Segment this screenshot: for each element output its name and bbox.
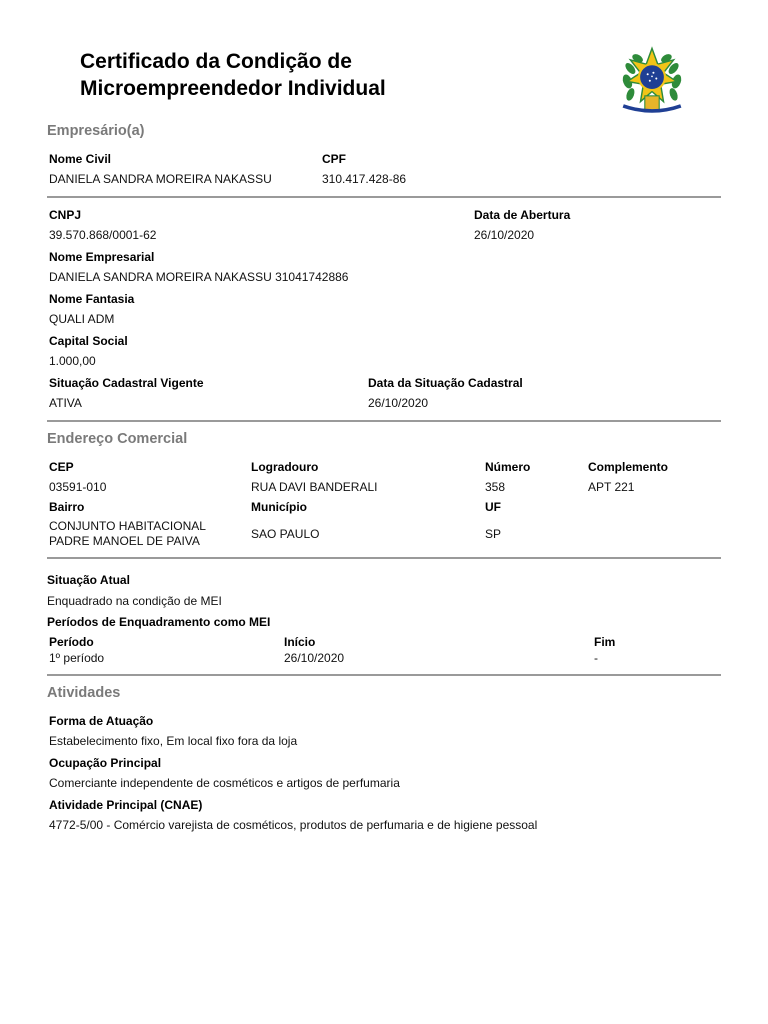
title-line-1: Certificado da Condição de xyxy=(80,50,352,73)
page-title xyxy=(80,48,386,102)
nome-empresarial-value: DANIELA SANDRA MOREIRA NAKASSU 31041742886 xyxy=(49,270,349,284)
forma-atuacao-label: Forma de Atuação xyxy=(49,714,154,728)
divider xyxy=(47,420,721,422)
nome-civil-label: Nome Civil xyxy=(49,152,112,166)
complemento-label: Complemento xyxy=(588,460,669,474)
fim-label: Fim xyxy=(594,635,616,649)
periodo-value: 1º período xyxy=(49,651,105,665)
bairro-line-1: CONJUNTO HABITACIONAL xyxy=(49,519,206,533)
divider xyxy=(47,674,721,676)
abertura-value: 26/10/2020 xyxy=(474,228,535,242)
cnae-label: Atividade Principal (CNAE) xyxy=(49,798,203,812)
cnpj-value: 39.570.868/0001-62 xyxy=(49,228,157,242)
uf-label: UF xyxy=(485,500,501,514)
municipio-value: SAO PAULO xyxy=(251,527,320,541)
title-line-2: Microempreendedor Individual xyxy=(80,77,386,100)
nome-empresarial-label: Nome Empresarial xyxy=(49,250,155,264)
data-situacao-label: Data da Situação Cadastral xyxy=(368,376,523,390)
cep-value: 03591-010 xyxy=(49,480,107,494)
divider xyxy=(47,196,721,198)
nome-fantasia-label: Nome Fantasia xyxy=(49,292,135,306)
cpf-label: CPF xyxy=(322,152,346,166)
logradouro-label: Logradouro xyxy=(251,460,319,474)
situacao-atual-value: Enquadrado na condição de MEI xyxy=(47,594,222,608)
ocupacao-value: Comerciante independente de cosméticos e artigos de perfumaria xyxy=(49,776,400,790)
situacao-label: Situação Cadastral Vigente xyxy=(49,376,204,390)
logradouro-value: RUA DAVI BANDERALI xyxy=(251,480,378,494)
periodo-label: Período xyxy=(49,635,94,649)
situacao-atual-label: Situação Atual xyxy=(47,573,130,587)
bairro-value xyxy=(49,519,206,549)
numero-label: Número xyxy=(485,460,531,474)
capital-label: Capital Social xyxy=(49,334,128,348)
municipio-label: Município xyxy=(251,500,307,514)
cpf-value: 310.417.428-86 xyxy=(322,172,407,186)
periodos-label: Períodos de Enquadramento como MEI xyxy=(47,615,271,629)
cep-label: CEP xyxy=(49,460,74,474)
data-situacao-value: 26/10/2020 xyxy=(368,396,429,410)
section-atividades: Atividades xyxy=(47,685,121,701)
cnae-value: 4772-5/00 - Comércio varejista de cosméticos, produtos de perfumaria e de higiene pessoal xyxy=(49,818,538,832)
numero-value: 358 xyxy=(485,480,506,494)
bairro-label: Bairro xyxy=(49,500,85,514)
section-endereco: Endereço Comercial xyxy=(47,431,188,447)
inicio-label: Início xyxy=(284,635,316,649)
cnpj-label: CNPJ xyxy=(49,208,82,222)
section-empresario: Empresário(a) xyxy=(47,123,145,139)
forma-atuacao-value: Estabelecimento fixo, Em local fixo fora da loja xyxy=(49,734,298,748)
nome-fantasia-value: QUALI ADM xyxy=(49,312,115,326)
inicio-value: 26/10/2020 xyxy=(284,651,345,665)
situacao-value: ATIVA xyxy=(49,396,82,410)
brazil-coat-of-arms-icon xyxy=(616,44,688,116)
uf-value: SP xyxy=(485,527,502,541)
ocupacao-label: Ocupação Principal xyxy=(49,756,162,770)
divider xyxy=(47,557,721,559)
nome-civil-value: DANIELA SANDRA MOREIRA NAKASSU xyxy=(49,172,272,186)
abertura-label: Data de Abertura xyxy=(474,208,571,222)
bairro-line-2: PADRE MANOEL DE PAIVA xyxy=(49,534,200,548)
capital-value: 1.000,00 xyxy=(49,354,96,368)
fim-value: - xyxy=(594,651,598,665)
complemento-value: APT 221 xyxy=(588,480,635,494)
